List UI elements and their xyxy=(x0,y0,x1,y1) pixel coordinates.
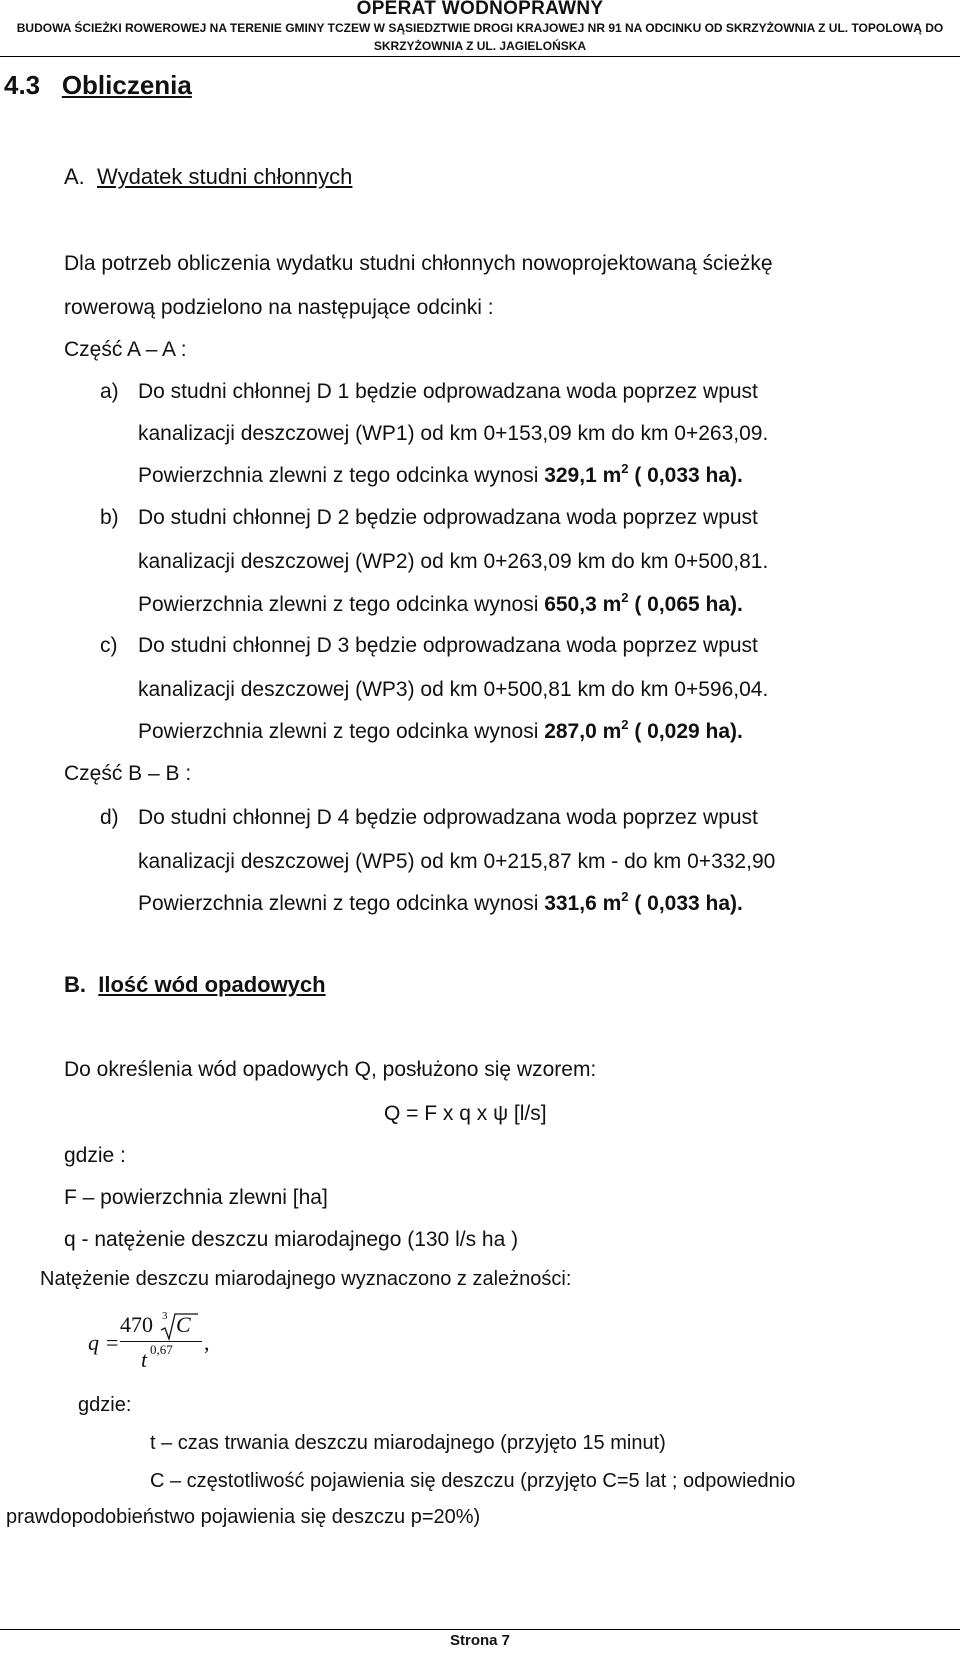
document-header-subtitle-line2: SKRZYŻOWNIA Z UL. JAGIELOŃSKA xyxy=(373,39,587,53)
list-item-label: c) xyxy=(100,634,118,657)
intensity-equation xyxy=(88,1310,228,1382)
equation-denominator-exponent: 0,67 xyxy=(150,1342,173,1357)
area-prefix: Powierzchnia zlewni z tego odcinka wynosi xyxy=(138,593,545,616)
area-hectares: ( 0,029 ha). xyxy=(628,720,743,743)
part-aa-label: Część A – A : xyxy=(64,338,187,361)
part-bb-label: Część B – B : xyxy=(64,762,192,785)
section-number: 4.3 xyxy=(4,70,41,100)
part-a-heading xyxy=(64,164,352,190)
page-number: Strona 7 xyxy=(449,1632,510,1649)
equation-numerator-coefficient: 470 xyxy=(120,1312,153,1337)
document-header-title: OPERAT WODNOPRAWNY xyxy=(356,0,604,19)
area-value: 650,3 m xyxy=(544,593,622,616)
part-a-title: Wydatek studni chłonnych xyxy=(97,164,353,189)
area-superscript: 2 xyxy=(621,717,629,732)
area-prefix: Powierzchnia zlewni z tego odcinka wynosi xyxy=(138,720,545,743)
list-item-b-area xyxy=(138,590,743,617)
list-item-b-line2: kanalizacji deszczowej (WP2) od km 0+263,09 km do km 0+500,81. xyxy=(138,550,769,573)
area-superscript: 2 xyxy=(621,590,629,605)
part-b-title: Ilość wód opadowych xyxy=(98,972,326,997)
area-superscript: 2 xyxy=(621,889,629,904)
part-b-intro: Do określenia wód opadowych Q, posłużono się wzorem: xyxy=(64,1058,597,1081)
definition-c-line1: C – częstotliwość pojawienia się deszczu (przyjęto C=5 lat ; odpowiednio xyxy=(150,1470,796,1492)
area-hectares: ( 0,033 ha). xyxy=(628,464,743,487)
area-value: 331,6 m xyxy=(544,892,622,915)
where-label-1: gdzie : xyxy=(64,1144,126,1167)
list-item-d-area xyxy=(138,889,743,916)
header-divider xyxy=(0,56,960,57)
list-item-a-line2: kanalizacji deszczowej (WP1) od km 0+153,09 km do km 0+263,09. xyxy=(138,422,769,445)
part-b-label: B. xyxy=(64,972,86,997)
list-item-b-line1 xyxy=(100,506,758,530)
footer-divider xyxy=(0,1629,960,1630)
definition-f: F – powierzchnia zlewni [ha] xyxy=(64,1186,328,1209)
area-prefix: Powierzchnia zlewni z tego odcinka wynosi xyxy=(138,464,545,487)
part-a-intro-line1: Dla potrzeb obliczenia wydatku studni chłonnych nowoprojektowaną ścieżkę xyxy=(64,252,773,275)
part-a-label: A. xyxy=(64,164,85,189)
list-item-a-area xyxy=(138,461,743,488)
intensity-intro: Natężenie deszczu miarodajnego wyznaczono z zależności: xyxy=(40,1268,572,1290)
area-hectares: ( 0,065 ha). xyxy=(628,593,743,616)
area-hectares: ( 0,033 ha). xyxy=(628,892,743,915)
document-header-subtitle-line1: BUDOWA ŚCIEŻKI ROWEROWEJ NA TERENIE GMINY TCZEW W SĄSIEDZTWIE DROGI KRAJOWEJ NR 91 NA ODCINKU OD SKRZYŻOWNIA Z UL. TOPOLOWĄ DO xyxy=(16,21,944,35)
equation-denominator-base: t xyxy=(141,1347,148,1372)
list-item-c-line1 xyxy=(100,634,758,658)
list-item-d-line2: kanalizacji deszczowej (WP5) od km 0+215,87 km - do km 0+332,90 xyxy=(138,850,776,873)
equation-root-index: 3 xyxy=(162,1310,168,1322)
list-item-text: Do studni chłonnej D 2 będzie odprowadzana woda poprzez wpust xyxy=(138,506,758,529)
list-item-label: d) xyxy=(100,806,119,829)
area-value: 287,0 m xyxy=(544,720,622,743)
equation-root-argument: C xyxy=(176,1312,191,1337)
equation-trailing-comma: , xyxy=(204,1330,210,1355)
list-item-c-line2: kanalizacji deszczowej (WP3) od km 0+500,81 km do km 0+596,04. xyxy=(138,678,769,701)
part-b-heading xyxy=(64,972,326,998)
runoff-formula: Q = F x q x ψ [l/s] xyxy=(384,1102,547,1125)
area-value: 329,1 m xyxy=(544,464,622,487)
definition-q: q - natężenie deszczu miarodajnego (130 l/s ha ) xyxy=(64,1228,519,1251)
section-title: Obliczenia xyxy=(61,70,192,100)
area-superscript: 2 xyxy=(621,461,629,476)
equation-equals: = xyxy=(106,1330,119,1355)
definition-c-line2: prawdopodobieństwo pojawienia się deszczu p=20%) xyxy=(6,1506,481,1528)
definition-t: t – czas trwania deszczu miarodajnego (przyjęto 15 minut) xyxy=(150,1432,666,1454)
equation-lhs: q xyxy=(88,1330,99,1355)
list-item-label: a) xyxy=(100,380,119,403)
list-item-a-line1 xyxy=(100,380,758,404)
list-item-c-area xyxy=(138,717,743,744)
list-item-text: Do studni chłonnej D 4 będzie odprowadzana woda poprzez wpust xyxy=(138,806,758,829)
part-a-intro-line2: rowerową podzielono na następujące odcinki : xyxy=(64,296,494,319)
list-item-text: Do studni chłonnej D 3 będzie odprowadzana woda poprzez wpust xyxy=(138,634,758,657)
section-heading xyxy=(4,70,192,101)
area-prefix: Powierzchnia zlewni z tego odcinka wynosi xyxy=(138,892,545,915)
list-item-d-line1 xyxy=(100,806,758,830)
list-item-text: Do studni chłonnej D 1 będzie odprowadzana woda poprzez wpust xyxy=(138,380,758,403)
list-item-label: b) xyxy=(100,506,119,529)
where-label-2: gdzie: xyxy=(78,1394,132,1416)
